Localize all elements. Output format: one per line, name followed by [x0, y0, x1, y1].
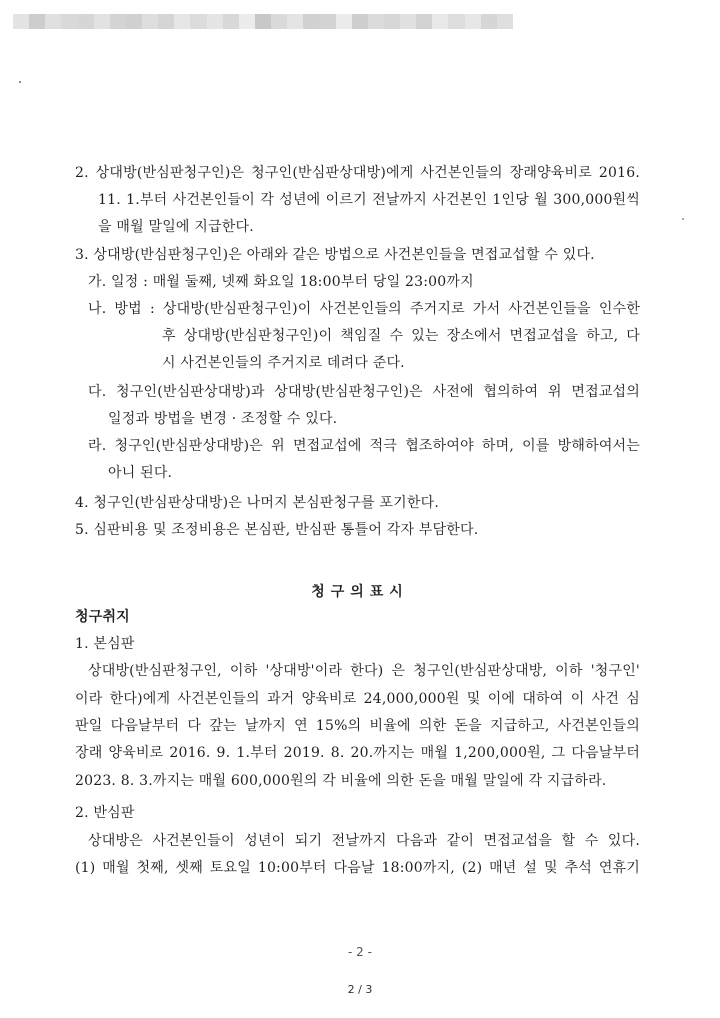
counter-claim-line-2: (1) 매월 첫째, 셋째 토요일 10:00부터 다음날 18:00까지, (2) 매년 설 및 추석 연휴기 — [75, 860, 640, 876]
item-2-line-1: 2. 상대방(반심판청구인)은 청구인(반심판상대방)에게 사건본인들의 장래양육비로 2016. — [75, 165, 640, 181]
item-3-ra-1: 라. 청구인(반심판상대방)은 위 면접교섭에 적극 협조하여야 하며, 이를 방해하여서는 — [88, 438, 640, 454]
page-number: - 2 - — [348, 945, 372, 959]
claim-purpose-heading: 청구취지 — [75, 609, 130, 625]
claim-title: 청구의표시 — [311, 584, 409, 600]
item-3-da-1: 다. 청구인(반심판상대방)과 상대방(반심판청구인)은 사전에 협의하여 위 면접교섭의 — [88, 384, 640, 400]
scan-speck — [19, 81, 21, 83]
redacted-header — [13, 14, 513, 29]
main-claim-line-2: 이라 한다)에게 사건본인들의 과거 양육비로 24,000,000원 및 이에 대하여 이 사건 심 — [75, 691, 640, 707]
main-claim-line-3: 판일 다음날부터 다 갚는 날까지 연 15%의 비율에 의한 돈을 지급하고, 사건본인들의 — [75, 718, 640, 734]
item-3-line-1: 3. 상대방(반심판청구인)은 아래와 같은 방법으로 사건본인들을 면접교섭할 수 있다. — [75, 247, 595, 263]
item-3-na-3: 시 사건본인들의 주거지로 데려다 준다. — [162, 355, 405, 371]
item-3-ga: 가. 일정 : 매월 둘째, 넷째 화요일 18:00부터 당일 23:00까지 — [88, 274, 474, 290]
item-2-line-3: 을 매월 말일에 지급한다. — [98, 219, 254, 235]
scan-speck — [682, 218, 684, 220]
main-claim-line-5: 2023. 8. 3.까지는 매월 600,000원의 각 비율에 의한 돈을 매월 말일에 각 지급하라. — [75, 773, 607, 789]
item-4: 4. 청구인(반심판상대방)은 나머지 본심판청구를 포기한다. — [75, 495, 439, 511]
item-3-ra-2: 아니 된다. — [108, 465, 173, 481]
item-2-line-2: 11. 1.부터 사건본인들이 각 성년에 이르기 전날까지 사건본인 1인당 월 300,000원씩 — [98, 192, 640, 208]
main-claim-heading: 1. 본심판 — [75, 636, 135, 652]
main-claim-line-1: 상대방(반심판청구인, 이하 '상대방'이라 한다) 은 청구인(반심판상대방, 이하 '청구인' — [88, 663, 640, 679]
item-3-na-1: 나. 방법 : 상대방(반심판청구인)이 사건본인들의 주거지로 가서 사건본인들을 인수한 — [88, 301, 640, 317]
counter-claim-line-1: 상대방은 사건본인들이 성년이 되기 전날까지 다음과 같이 면접교섭을 할 수 있다. — [88, 833, 640, 849]
counter-claim-heading: 2. 반심판 — [75, 805, 135, 821]
item-3-da-2: 일정과 방법을 변경 · 조정할 수 있다. — [108, 411, 338, 427]
main-claim-line-4: 장래 양육비로 2016. 9. 1.부터 2019. 8. 20.까지는 매월 1,200,000원, 그 다음날부터 — [75, 745, 640, 761]
item-5: 5. 심판비용 및 조정비용은 본심판, 반심판 통틀어 각자 부담한다. — [75, 522, 479, 538]
viewer-page-indicator: 2 / 3 — [347, 983, 373, 996]
item-3-na-2: 후 상대방(반심판청구인)이 책임질 수 있는 장소에서 면접교섭을 하고, 다 — [162, 328, 640, 344]
